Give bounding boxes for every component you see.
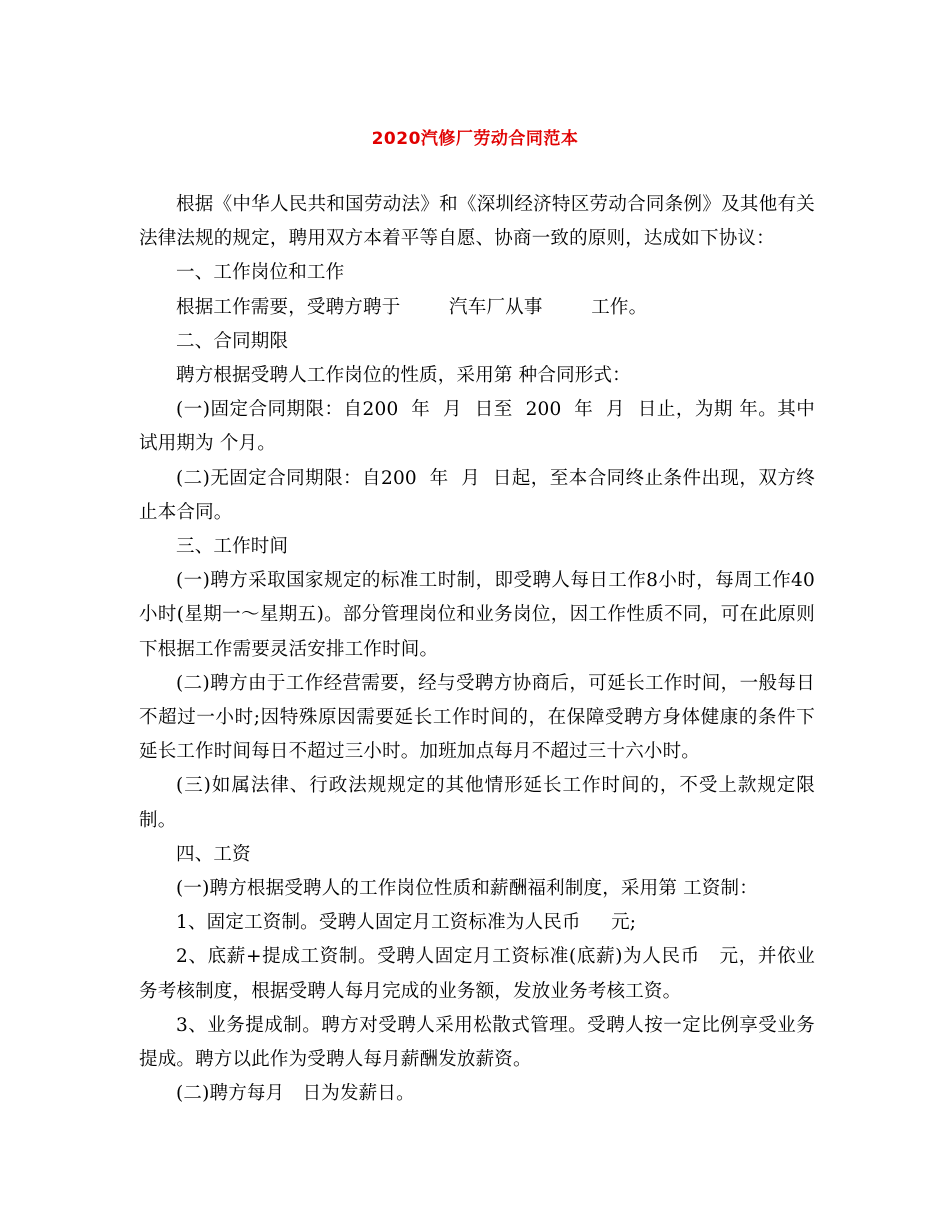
section-heading-position: 一、工作岗位和工作 [176, 262, 345, 284]
paragraph-payday: (二)聘方每月 日为发薪日。 [176, 1083, 415, 1105]
section-heading-wages: 四、工资 [176, 843, 251, 865]
paragraph-open-term: (二)无固定合同期限：自200 年 月 日起，至本合同终止条件出现，双方终止本合同。 [139, 467, 815, 523]
section-heading-term: 二、合同期限 [176, 330, 289, 352]
paragraph-hours-exception: (三)如属法律、行政法规规定的其他情形延长工作时间的，不受上款规定限制。 [139, 775, 815, 831]
paragraph-position: 根据工作需要，受聘方聘于 汽车厂从事 工作。 [176, 296, 648, 318]
paragraph-wage-system: (一)聘方根据受聘人的工作岗位性质和薪酬福利制度，采用第 工资制： [176, 878, 758, 900]
paragraph-term-type: 聘方根据受聘人工作岗位的性质，采用第 种合同形式： [176, 365, 631, 387]
document-title: 2020汽修厂劳动合同范本 [371, 129, 579, 149]
paragraph-intro: 根据《中华人民共和国劳动法》和《深圳经济特区劳动合同条例》及其他有关法律法规的规定，聘用双方本着平等自愿、协商一致的原则，达成如下协议： [139, 194, 815, 250]
paragraph-wage-commission: 3、业务提成制。聘方对受聘人采用松散式管理。受聘人按一定比例享受业务提成。聘方以此作为受聘人每月薪酬发放薪资。 [139, 1014, 815, 1071]
paragraph-fixed-term: (一)固定合同期限：自200 年 月 日至 200 年 月 日止，为期 年。其中试用期为 个月。 [139, 399, 815, 455]
paragraph-wage-fixed: 1、固定工资制。受聘人固定月工资标准为人民币 元; [176, 912, 637, 934]
paragraph-hours-overtime: (二)聘方由于工作经营需要，经与受聘方协商后，可延长工作时间，一般每日不超过一小时;因特殊原因需要延长工作时间的，在保障受聘方身体健康的条件下延长工作时间每日不超过三小时。加班加点每月不超过三十六小时。 [139, 672, 815, 763]
section-heading-hours: 三、工作时间 [176, 536, 289, 558]
paragraph-hours-standard: (一)聘方采取国家规定的标准工时制，即受聘人每日工作8小时，每周工作40小时(星期一～星期五)。部分管理岗位和业务岗位，因工作性质不同，可在此原则下根据工作需要灵活安排工作时间。 [139, 570, 815, 660]
document-body [139, 188, 815, 1111]
paragraph-wage-base-commission: 2、底薪+提成工资制。受聘人固定月工资标准(底薪)为人民币 元，并依业务考核制度，根据受聘人每月完成的业务额，发放业务考核工资。 [139, 946, 815, 1002]
